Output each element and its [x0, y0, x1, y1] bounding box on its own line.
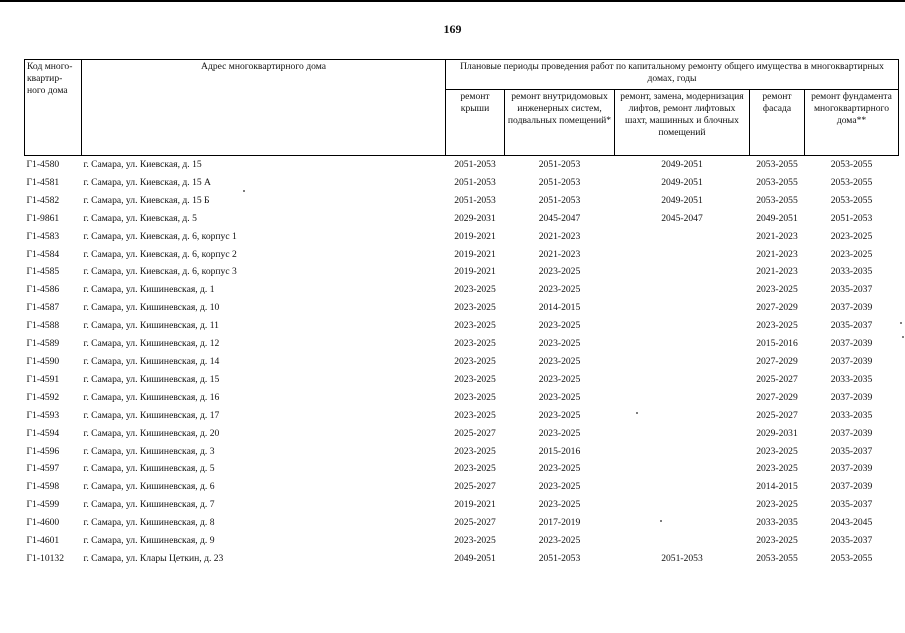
- cell-address: г. Самара, ул. Кишиневская, д. 7: [83, 499, 215, 511]
- cell-systems: 2021-2023: [538, 248, 581, 260]
- cell-facade: 2023-2025: [756, 445, 798, 457]
- cell-lifts: [615, 228, 750, 246]
- cell-address: г. Самара, ул. Кишиневская, д. 8: [83, 517, 215, 529]
- cell-systems: 2023-2025: [538, 266, 581, 278]
- cell-facade: 2053-2055: [756, 159, 798, 170]
- cell-roof: 2025-2027: [454, 517, 496, 529]
- cell-systems: 2017-2019: [538, 517, 581, 529]
- cell-code: Г1-4581: [26, 176, 60, 188]
- cell-facade: 2021-2023: [756, 266, 798, 278]
- cell-foundation: 2023-2025: [830, 230, 873, 242]
- cell-roof: 2025-2027: [454, 481, 496, 493]
- cell-facade: 2053-2055: [756, 552, 798, 564]
- cell-code: Г1-4599: [26, 499, 60, 511]
- scan-speck: [243, 190, 245, 192]
- table-row: [25, 425, 899, 443]
- cell-foundation: 2037-2039: [830, 355, 873, 367]
- cell-systems: 2023-2025: [538, 499, 581, 511]
- cell-address: г. Самара, ул. Киевская, д. 15 А: [83, 176, 211, 188]
- cell-foundation: 2037-2039: [830, 481, 873, 493]
- cell-foundation: 2035-2037: [830, 445, 873, 457]
- cell-systems: 2051-2053: [538, 552, 581, 564]
- cell-roof: 2051-2053: [454, 194, 496, 206]
- cell-facade: 2053-2055: [756, 194, 798, 206]
- cell-systems: 2023-2025: [538, 481, 581, 493]
- cell-systems: 2051-2053: [538, 176, 581, 188]
- table-body: [25, 156, 899, 568]
- cell-code: Г1-4587: [26, 302, 60, 314]
- cell-code: Г1-4580: [26, 159, 60, 170]
- cell-lifts: [615, 496, 750, 514]
- table-row: [25, 281, 899, 299]
- cell-code: Г1-4589: [26, 338, 60, 350]
- cell-roof: 2019-2021: [454, 499, 496, 511]
- cell-code: Г1-4597: [26, 463, 60, 475]
- cell-address: г. Самара, ул. Кишиневская, д. 16: [83, 391, 220, 403]
- cell-facade: 2023-2025: [756, 284, 798, 296]
- cell-address: г. Самара, ул. Кишиневская, д. 5: [83, 463, 215, 475]
- cell-address: г. Самара, ул. Кишиневская, д. 14: [83, 355, 220, 367]
- cell-systems: 2051-2053: [538, 159, 581, 170]
- table-row: [25, 299, 899, 317]
- cell-roof: 2023-2025: [454, 355, 496, 367]
- cell-foundation: 2053-2055: [830, 194, 873, 206]
- table-row: [25, 407, 899, 425]
- cell-facade: 2023-2025: [756, 463, 798, 475]
- cell-foundation: 2037-2039: [830, 302, 873, 314]
- cell-address: г. Самара, ул. Киевская, д. 5: [83, 212, 197, 224]
- cell-facade: 2021-2023: [756, 230, 798, 242]
- cell-address: г. Самара, ул. Кишиневская, д. 12: [83, 338, 220, 350]
- cell-foundation: 2033-2035: [830, 373, 873, 385]
- table-row: [25, 353, 899, 371]
- cell-systems: 2023-2025: [538, 373, 581, 385]
- cell-foundation: 2035-2037: [830, 535, 873, 547]
- cell-address: г. Самара, ул. Кишиневская, д. 15: [83, 373, 220, 385]
- cell-address: г. Самара, ул. Киевская, д. 15 Б: [83, 194, 210, 206]
- cell-code: Г1-4585: [26, 266, 60, 278]
- cell-address: г. Самара, ул. Клары Цеткин, д. 23: [83, 552, 224, 564]
- cell-lifts: [615, 263, 750, 281]
- cell-lifts: [615, 371, 750, 389]
- cell-roof: 2023-2025: [454, 302, 496, 314]
- cell-foundation: 2043-2045: [830, 517, 873, 529]
- cell-systems: 2021-2023: [538, 230, 581, 242]
- cell-roof: 2023-2025: [454, 535, 496, 547]
- cell-code: Г1-9861: [26, 212, 60, 224]
- cell-foundation: 2053-2055: [830, 176, 873, 188]
- page-number: 169: [443, 22, 462, 36]
- cell-code: Г1-4601: [26, 535, 60, 547]
- table-row: [25, 371, 899, 389]
- cell-roof: 2023-2025: [454, 391, 496, 403]
- cell-foundation: 2037-2039: [830, 391, 873, 403]
- scan-speck: [636, 412, 638, 414]
- cell-systems: 2023-2025: [538, 284, 581, 296]
- table-row: [25, 460, 899, 478]
- cell-foundation: 2037-2039: [830, 338, 873, 350]
- cell-address: г. Самара, ул. Киевская, д. 6, корпус 1: [83, 230, 237, 242]
- cell-roof: 2051-2053: [454, 159, 496, 170]
- cell-lifts: [615, 425, 750, 443]
- header-facade: ремонт фасада: [750, 90, 805, 156]
- header-foundation: ремонт фундамента многоквартирного дома**: [805, 90, 899, 156]
- table-row: [25, 174, 899, 192]
- table-row: [25, 550, 899, 568]
- cell-systems: 2023-2025: [538, 355, 581, 367]
- cell-systems: 2023-2025: [538, 463, 581, 475]
- cell-roof: 2025-2027: [454, 427, 496, 439]
- cell-lifts: [615, 532, 750, 550]
- cell-address: г. Самара, ул. Кишиневская, д. 10: [83, 302, 220, 314]
- header-code: Код много-квартир-ного дома: [25, 60, 82, 156]
- cell-address: г. Самара, ул. Киевская, д. 15: [83, 159, 202, 170]
- cell-lifts: 2045-2047: [661, 212, 703, 224]
- table-row: [25, 263, 899, 281]
- cell-address: г. Самара, ул. Кишиневская, д. 9: [83, 535, 215, 547]
- capital-repair-table: [24, 59, 899, 568]
- cell-address: г. Самара, ул. Кишиневская, д. 3: [83, 445, 215, 457]
- cell-code: Г1-4591: [26, 373, 60, 385]
- cell-lifts: [615, 407, 750, 425]
- cell-facade: 2029-2031: [756, 427, 798, 439]
- cell-lifts: 2049-2051: [661, 194, 703, 206]
- cell-facade: 2023-2025: [756, 535, 798, 547]
- scan-speck: [900, 322, 902, 324]
- header-address: Адрес многоквартирного дома: [82, 60, 446, 156]
- cell-foundation: 2053-2055: [830, 552, 873, 564]
- cell-code: Г1-4596: [26, 445, 60, 457]
- cell-facade: 2023-2025: [756, 320, 798, 332]
- cell-roof: 2029-2031: [454, 212, 496, 224]
- cell-facade: 2023-2025: [756, 499, 798, 511]
- cell-address: г. Самара, ул. Киевская, д. 6, корпус 3: [83, 266, 237, 278]
- cell-facade: 2014-2015: [756, 481, 798, 493]
- cell-foundation: 2035-2037: [830, 284, 873, 296]
- cell-facade: 2021-2023: [756, 248, 798, 260]
- cell-code: Г1-4584: [26, 248, 60, 260]
- cell-foundation: 2035-2037: [830, 499, 873, 511]
- cell-facade: 2053-2055: [756, 176, 798, 188]
- cell-systems: 2023-2025: [538, 427, 581, 439]
- header-periods: Плановые периоды проведения работ по капитальному ремонту общего имущества в многоквартирных домах, годы: [446, 60, 899, 90]
- cell-foundation: 2033-2035: [830, 266, 873, 278]
- cell-lifts: 2051-2053: [661, 552, 703, 564]
- table-row: [25, 532, 899, 550]
- cell-code: Г1-4590: [26, 355, 60, 367]
- top-rule: [0, 0, 905, 2]
- cell-roof: 2023-2025: [454, 463, 496, 475]
- cell-facade: 2025-2027: [756, 409, 798, 421]
- cell-systems: 2051-2053: [538, 194, 581, 206]
- header-lifts: ремонт, замена, модернизация лифтов, ремонт лифтовых шахт, машинных и блочных помещений: [615, 90, 750, 156]
- cell-roof: 2019-2021: [454, 266, 496, 278]
- cell-roof: 2023-2025: [454, 373, 496, 385]
- cell-systems: 2023-2025: [538, 409, 581, 421]
- cell-foundation: 2023-2025: [830, 248, 873, 260]
- table-row: [25, 317, 899, 335]
- cell-lifts: [615, 246, 750, 264]
- cell-lifts: 2049-2051: [661, 159, 703, 170]
- cell-lifts: [615, 389, 750, 407]
- cell-foundation: 2035-2037: [830, 320, 873, 332]
- cell-foundation: 2051-2053: [830, 212, 873, 224]
- cell-code: Г1-4586: [26, 284, 60, 296]
- cell-systems: 2023-2025: [538, 391, 581, 403]
- cell-code: Г1-4592: [26, 391, 60, 403]
- table-row: [25, 443, 899, 461]
- cell-roof: 2023-2025: [454, 320, 496, 332]
- cell-lifts: [615, 514, 750, 532]
- table-row: [25, 210, 899, 228]
- cell-lifts: 2049-2051: [661, 176, 703, 188]
- cell-lifts: [615, 317, 750, 335]
- cell-lifts: [615, 353, 750, 371]
- cell-facade: 2027-2029: [756, 355, 798, 367]
- cell-roof: 2049-2051: [454, 552, 496, 564]
- cell-facade: 2027-2029: [756, 391, 798, 403]
- cell-roof: 2019-2021: [454, 230, 496, 242]
- cell-address: г. Самара, ул. Кишиневская, д. 11: [83, 320, 219, 332]
- cell-facade: 2025-2027: [756, 373, 798, 385]
- cell-code: Г1-4583: [26, 230, 60, 242]
- cell-systems: 2023-2025: [538, 338, 581, 350]
- cell-code: Г1-4594: [26, 427, 60, 439]
- cell-code: Г1-10132: [26, 552, 65, 564]
- cell-foundation: 2053-2055: [830, 159, 873, 170]
- cell-address: г. Самара, ул. Киевская, д. 6, корпус 2: [83, 248, 237, 260]
- table-row: [25, 228, 899, 246]
- cell-lifts: [615, 335, 750, 353]
- cell-systems: 2023-2025: [538, 320, 581, 332]
- cell-address: г. Самара, ул. Кишиневская, д. 6: [83, 481, 215, 493]
- cell-address: г. Самара, ул. Кишиневская, д. 20: [83, 427, 220, 439]
- cell-code: Г1-4588: [26, 320, 60, 332]
- cell-roof: 2023-2025: [454, 338, 496, 350]
- table-row: [25, 246, 899, 264]
- cell-code: Г1-4598: [26, 481, 60, 493]
- cell-foundation: 2033-2035: [830, 409, 873, 421]
- cell-roof: 2023-2025: [454, 409, 496, 421]
- scan-speck: [902, 336, 904, 338]
- cell-lifts: [615, 460, 750, 478]
- cell-address: г. Самара, ул. Кишиневская, д. 17: [83, 409, 220, 421]
- cell-systems: 2015-2016: [538, 445, 581, 457]
- cell-facade: 2015-2016: [756, 338, 798, 350]
- table-row: [25, 514, 899, 532]
- table-row: [25, 192, 899, 210]
- cell-systems: 2045-2047: [538, 212, 581, 224]
- cell-roof: 2023-2025: [454, 445, 496, 457]
- header-systems: ремонт внутридомовых инженерных систем, подвальных помещений*: [505, 90, 615, 156]
- cell-lifts: [615, 478, 750, 496]
- cell-foundation: 2037-2039: [830, 463, 873, 475]
- cell-code: Г1-4593: [26, 409, 60, 421]
- table-row: [25, 156, 899, 174]
- table-row: [25, 496, 899, 514]
- cell-roof: 2051-2053: [454, 176, 496, 188]
- cell-roof: 2019-2021: [454, 248, 496, 260]
- header-roof: ремонт крыши: [446, 90, 505, 156]
- cell-address: г. Самара, ул. Кишиневская, д. 1: [83, 284, 215, 296]
- table-row: [25, 478, 899, 496]
- cell-code: Г1-4582: [26, 194, 60, 206]
- cell-facade: 2027-2029: [756, 302, 798, 314]
- cell-lifts: [615, 443, 750, 461]
- cell-systems: 2014-2015: [538, 302, 581, 314]
- scan-speck: [660, 520, 662, 522]
- cell-facade: 2033-2035: [756, 517, 798, 529]
- cell-foundation: 2037-2039: [830, 427, 873, 439]
- cell-lifts: [615, 281, 750, 299]
- cell-facade: 2049-2051: [756, 212, 798, 224]
- table-header: [25, 60, 899, 156]
- cell-code: Г1-4600: [26, 517, 60, 529]
- cell-systems: 2023-2025: [538, 535, 581, 547]
- cell-lifts: [615, 299, 750, 317]
- cell-roof: 2023-2025: [454, 284, 496, 296]
- table-row: [25, 335, 899, 353]
- table-row: [25, 389, 899, 407]
